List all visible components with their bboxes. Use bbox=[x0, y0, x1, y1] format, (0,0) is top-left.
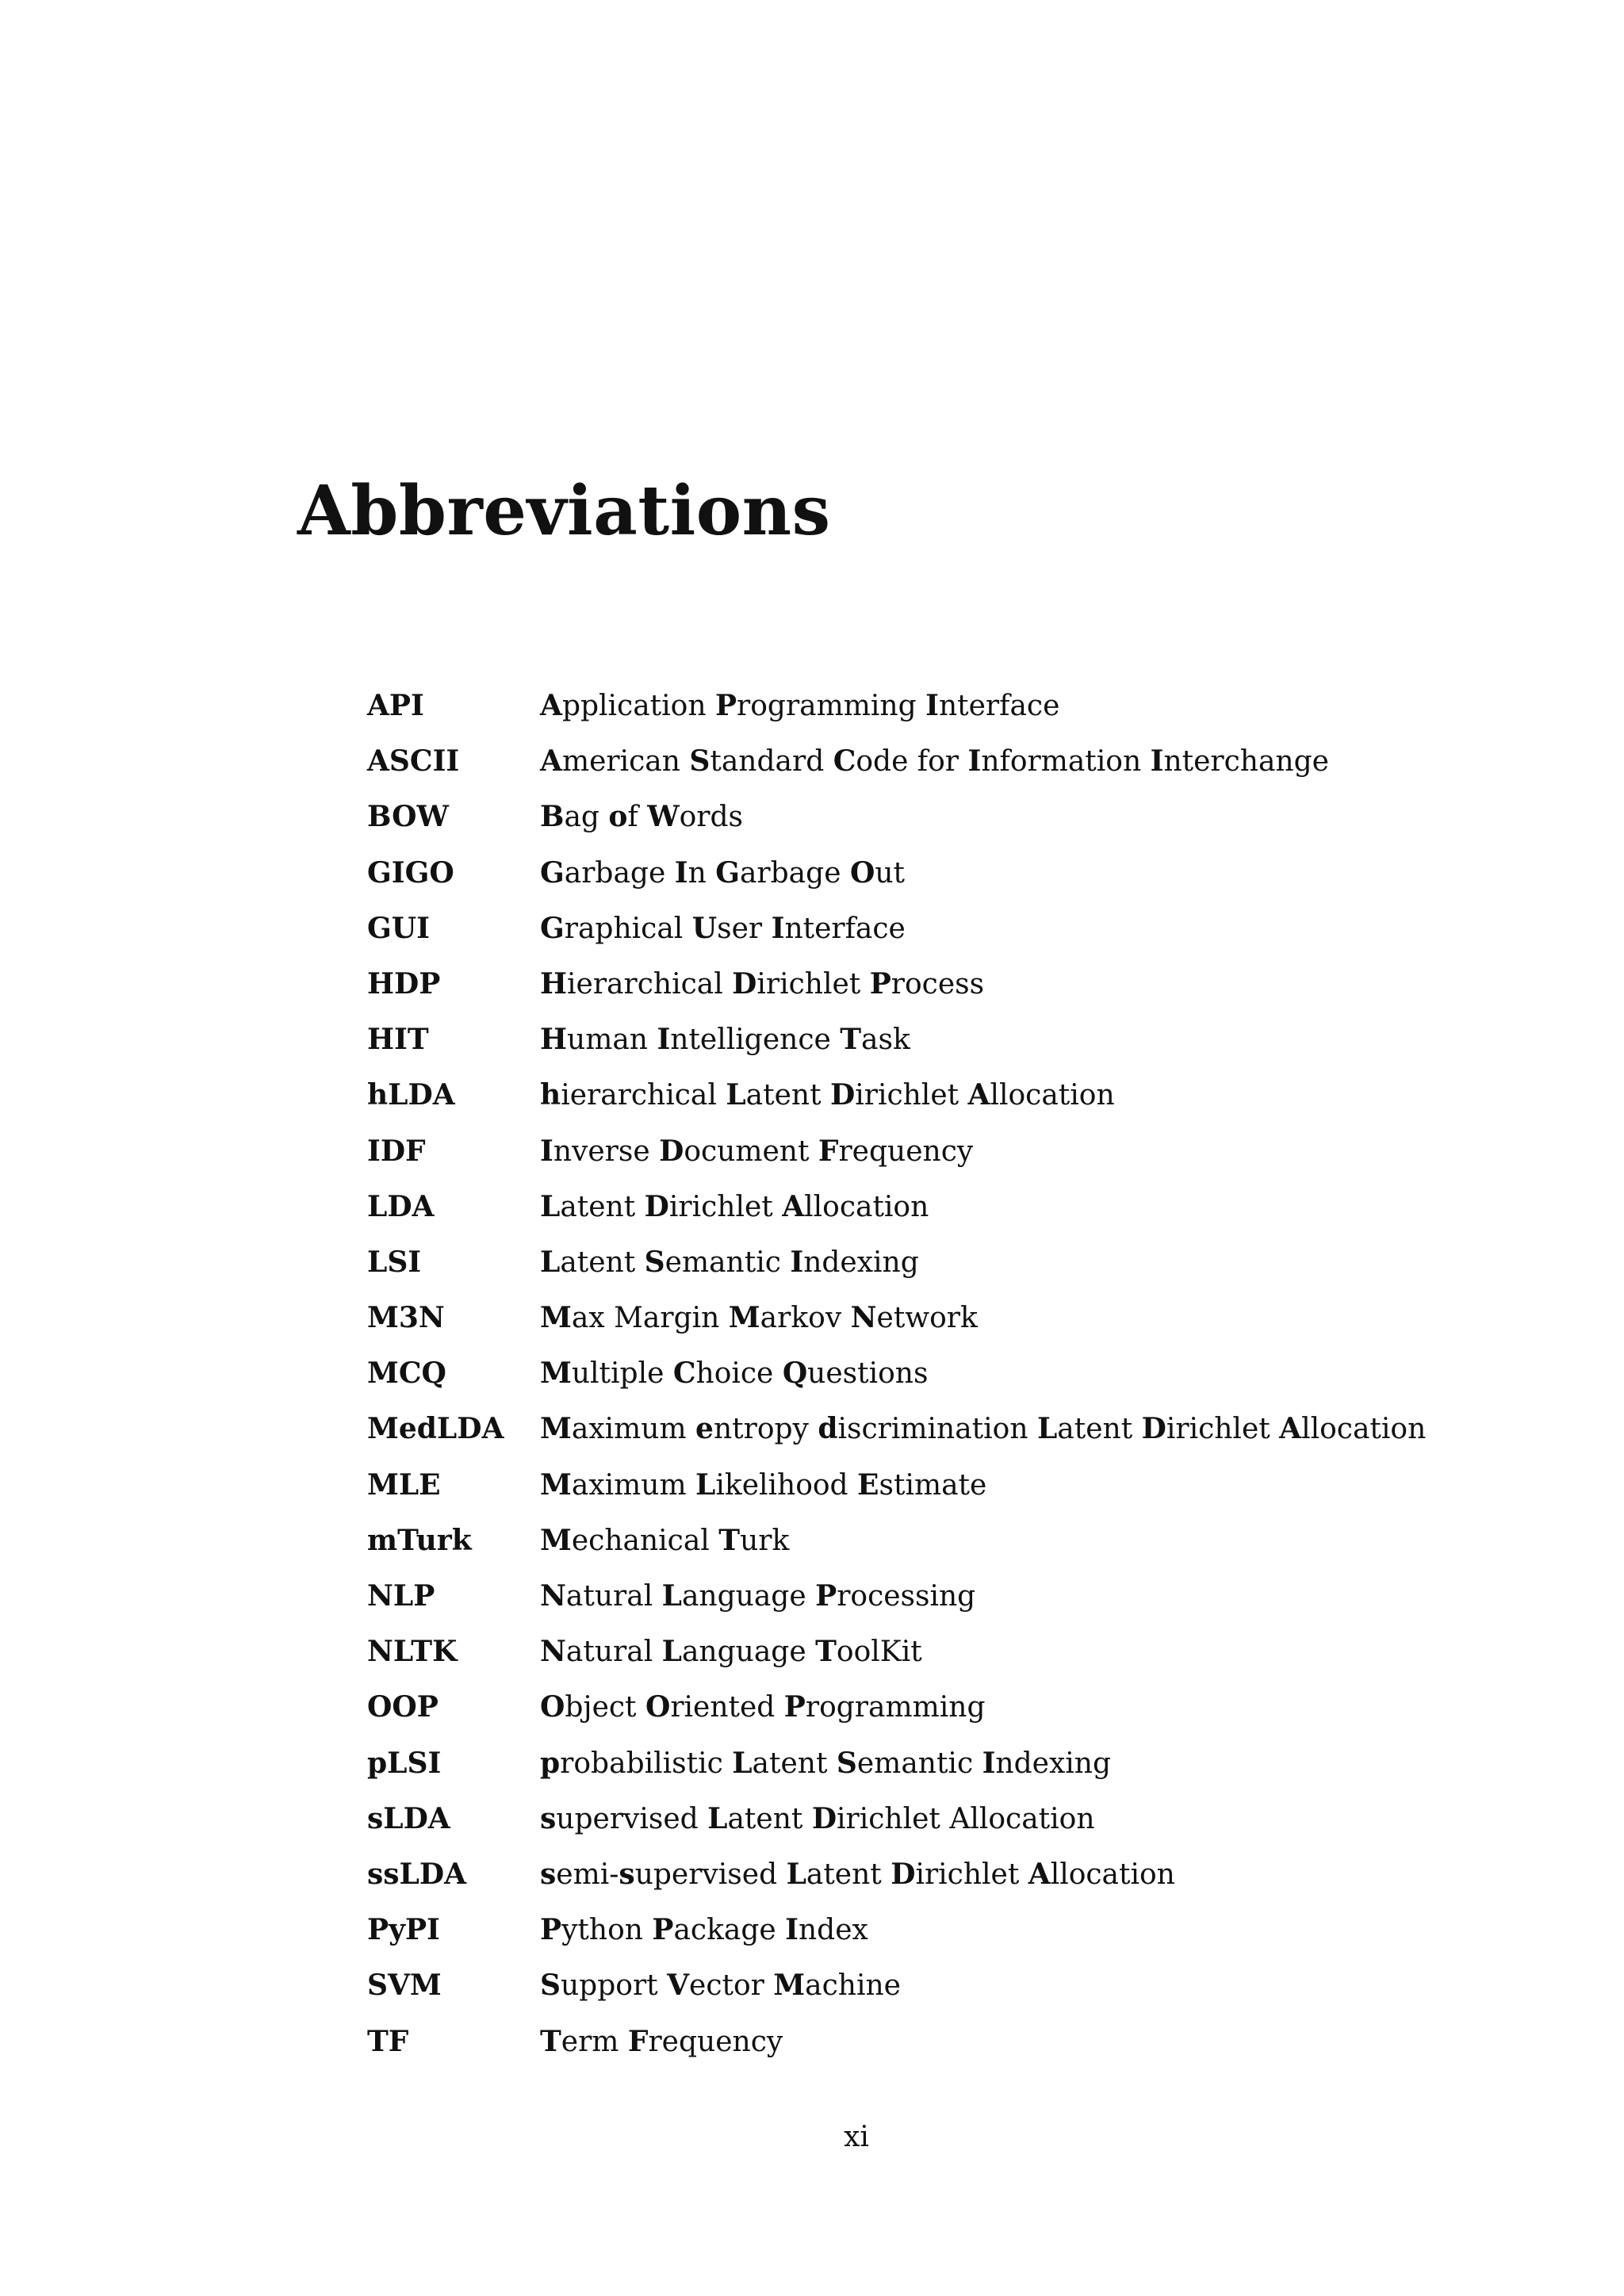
definition-initial-letter: V bbox=[667, 1969, 690, 2003]
abbreviation-definition bbox=[540, 739, 1329, 784]
definition-initial-letter: I bbox=[1150, 744, 1164, 779]
abbreviation-definition bbox=[540, 1073, 1115, 1118]
abbreviation-term: GIGO bbox=[367, 855, 454, 890]
definition-text: ser bbox=[717, 912, 772, 945]
definition-initial-letter: M bbox=[773, 1969, 806, 2003]
definition-text: arbage bbox=[739, 856, 850, 890]
abbreviations-list bbox=[367, 683, 1557, 2075]
abbreviation-definition bbox=[540, 1908, 868, 1953]
definition-text: ndex bbox=[799, 1914, 868, 1947]
definition-text: it bbox=[901, 1636, 922, 1669]
abbreviation-term: ASCII bbox=[367, 744, 460, 779]
page-number: xi bbox=[844, 2121, 869, 2153]
definition-text: llocation bbox=[1050, 1858, 1175, 1891]
definition-text: irichlet bbox=[756, 967, 870, 1001]
definition-initial-letter: O bbox=[645, 1690, 671, 1724]
abbreviation-definition bbox=[540, 1351, 928, 1396]
abbreviation-definition bbox=[540, 1406, 1426, 1452]
definition-initial-letter: h bbox=[540, 1078, 561, 1112]
definition-initial-letter: F bbox=[818, 1134, 839, 1168]
definition-initial-letter: I bbox=[771, 911, 785, 945]
definition-text: ask bbox=[861, 1024, 910, 1057]
definition-text: rocess bbox=[891, 967, 985, 1001]
definition-text: irichlet bbox=[668, 1190, 783, 1223]
definition-text: ag bbox=[564, 801, 609, 834]
definition-text: atent bbox=[1057, 1413, 1142, 1446]
definition-text: stimate bbox=[879, 1468, 987, 1502]
definition-text: irichlet bbox=[1166, 1413, 1280, 1446]
definition-text: ords bbox=[679, 801, 744, 834]
definition-initial-letter: s bbox=[540, 1801, 557, 1835]
definition-text: irichlet bbox=[855, 1079, 968, 1112]
abbreviation-term: MLE bbox=[367, 1468, 441, 1502]
abbreviation-term: pLSI bbox=[367, 1746, 442, 1780]
definition-text: riented bbox=[670, 1691, 784, 1724]
definition-text: K bbox=[879, 1636, 902, 1669]
abbreviation-row bbox=[367, 1184, 1557, 1240]
abbreviation-row bbox=[367, 1017, 1557, 1073]
definition-initial-letter: D bbox=[732, 966, 757, 1001]
abbreviation-definition bbox=[540, 683, 1059, 729]
definition-text: llocation bbox=[1301, 1413, 1427, 1446]
definition-text: emi- bbox=[556, 1858, 619, 1891]
abbreviation-term: LDA bbox=[367, 1189, 435, 1223]
definition-initial-letter: S bbox=[540, 1969, 561, 2003]
definition-text: urk bbox=[740, 1524, 790, 1557]
definition-text: ierarchical bbox=[567, 967, 733, 1001]
definition-initial-letter: W bbox=[647, 800, 680, 834]
definition-initial-letter: I bbox=[925, 689, 939, 722]
definition-initial-letter: L bbox=[732, 1746, 753, 1780]
definition-initial-letter: M bbox=[540, 1412, 572, 1446]
definition-initial-letter: D bbox=[891, 1857, 916, 1891]
abbreviation-definition bbox=[540, 1295, 978, 1341]
abbreviation-term: hLDA bbox=[367, 1078, 455, 1112]
definition-text: aximum bbox=[571, 1413, 696, 1446]
abbreviation-definition bbox=[540, 1629, 922, 1674]
abbreviation-row bbox=[367, 794, 1557, 850]
definition-initial-letter: M bbox=[540, 1301, 572, 1335]
definition-text: ode for bbox=[856, 745, 968, 779]
definition-initial-letter: A bbox=[782, 1189, 805, 1223]
definition-text: aximum bbox=[571, 1468, 696, 1502]
definition-initial-letter: B bbox=[540, 800, 565, 834]
definition-text: merican bbox=[561, 745, 690, 779]
definition-initial-letter: S bbox=[644, 1245, 665, 1279]
definition-text: hoice bbox=[695, 1357, 783, 1391]
abbreviation-term: M3N bbox=[367, 1301, 445, 1335]
abbreviation-term: HDP bbox=[367, 966, 441, 1001]
definition-text: ector bbox=[689, 1969, 774, 2003]
definition-initial-letter: Q bbox=[782, 1357, 808, 1391]
abbreviation-definition bbox=[540, 1518, 789, 1563]
abbreviation-definition bbox=[540, 2019, 783, 2064]
definition-text: atent bbox=[752, 1747, 837, 1780]
abbreviation-term: LSI bbox=[367, 1245, 422, 1279]
definition-initial-letter: D bbox=[659, 1134, 684, 1168]
definition-initial-letter: F bbox=[627, 2024, 649, 2058]
abbreviation-row bbox=[367, 1240, 1557, 1295]
abbreviation-term: MCQ bbox=[367, 1357, 446, 1391]
abbreviation-definition bbox=[540, 851, 905, 896]
abbreviation-term: sLDA bbox=[367, 1801, 450, 1835]
abbreviation-definition bbox=[540, 1240, 919, 1285]
abbreviation-definition bbox=[540, 962, 984, 1007]
abbreviation-row bbox=[367, 2019, 1557, 2075]
definition-text: ultiple bbox=[571, 1357, 673, 1391]
definition-text: n bbox=[688, 856, 716, 890]
abbreviation-row bbox=[367, 1463, 1557, 1518]
definition-text: echanical bbox=[571, 1524, 719, 1557]
abbreviation-definition bbox=[540, 1574, 975, 1619]
definition-initial-letter: A bbox=[540, 689, 562, 722]
definition-text: nformation bbox=[981, 745, 1151, 779]
abbreviation-definition bbox=[540, 794, 743, 840]
definition-text: ierarchical bbox=[561, 1079, 726, 1112]
abbreviation-row bbox=[367, 739, 1557, 794]
definition-text: atural bbox=[565, 1580, 662, 1613]
abbreviation-definition bbox=[540, 1852, 1175, 1897]
definition-initial-letter: O bbox=[540, 1690, 565, 1724]
definition-text: uman bbox=[567, 1024, 657, 1057]
abbreviation-term: MedLDA bbox=[367, 1412, 504, 1446]
definition-initial-letter: I bbox=[674, 855, 688, 890]
definition-text: atent bbox=[560, 1246, 645, 1279]
definition-initial-letter: G bbox=[540, 911, 565, 945]
abbreviation-term: GUI bbox=[367, 911, 430, 945]
abbreviation-row bbox=[367, 1073, 1557, 1128]
abbreviation-row bbox=[367, 1741, 1557, 1797]
abbreviation-term: OOP bbox=[367, 1690, 439, 1724]
definition-initial-letter: L bbox=[540, 1189, 561, 1223]
abbreviation-row bbox=[367, 1852, 1557, 1908]
definition-initial-letter: P bbox=[815, 1579, 837, 1613]
definition-text: erm bbox=[561, 2025, 628, 2058]
abbreviation-definition bbox=[540, 1184, 929, 1230]
abbreviation-term: NLTK bbox=[367, 1635, 458, 1669]
definition-initial-letter: s bbox=[619, 1857, 635, 1891]
definition-initial-letter: C bbox=[672, 1357, 696, 1391]
definition-initial-letter: T bbox=[840, 1023, 862, 1057]
abbreviation-row bbox=[367, 906, 1557, 962]
definition-initial-letter: A bbox=[1279, 1412, 1302, 1446]
definition-initial-letter: T bbox=[815, 1635, 837, 1669]
definition-initial-letter: I bbox=[790, 1245, 804, 1279]
definition-initial-letter: D bbox=[830, 1078, 856, 1112]
abbreviation-definition bbox=[540, 1463, 986, 1508]
abbreviation-definition bbox=[540, 1129, 973, 1174]
definition-text: emantic bbox=[856, 1747, 982, 1780]
definition-text: upport bbox=[561, 1969, 668, 2003]
definition-initial-letter: S bbox=[836, 1746, 857, 1780]
definition-text: raphical bbox=[564, 912, 692, 945]
definition-text: upervised bbox=[556, 1802, 708, 1835]
abbreviation-term: TF bbox=[367, 2024, 409, 2058]
definition-initial-letter: D bbox=[1141, 1412, 1166, 1446]
definition-text: uestions bbox=[807, 1357, 929, 1391]
definition-initial-letter: L bbox=[661, 1579, 682, 1613]
abbreviation-row bbox=[367, 1406, 1557, 1462]
definition-text: atural bbox=[565, 1636, 662, 1669]
definition-text: llocation bbox=[804, 1190, 929, 1223]
definition-initial-letter: G bbox=[715, 855, 740, 890]
abbreviation-term: SVM bbox=[367, 1969, 442, 2003]
abbreviation-term: PyPI bbox=[367, 1913, 440, 1947]
definition-initial-letter: I bbox=[540, 1134, 553, 1168]
abbreviation-row bbox=[367, 851, 1557, 906]
definition-initial-letter: M bbox=[540, 1468, 572, 1502]
definition-text: rocessing bbox=[837, 1580, 976, 1613]
definition-initial-letter: L bbox=[707, 1801, 728, 1835]
definition-text: achine bbox=[805, 1969, 901, 2003]
definition-text: nterface bbox=[784, 912, 906, 945]
definition-initial-letter: A bbox=[1028, 1857, 1051, 1891]
definition-initial-letter: N bbox=[540, 1579, 566, 1613]
definition-text: nterface bbox=[938, 690, 1060, 722]
definition-initial-letter: S bbox=[689, 744, 710, 779]
abbreviation-term: HIT bbox=[367, 1023, 429, 1057]
definition-initial-letter: I bbox=[967, 744, 982, 779]
definition-text: ndexing bbox=[995, 1747, 1111, 1780]
definition-text: ut bbox=[875, 856, 905, 890]
definition-initial-letter: P bbox=[652, 1913, 674, 1947]
definition-text: bject bbox=[565, 1691, 645, 1724]
definition-text: f bbox=[627, 801, 648, 834]
definition-text: ax Margin bbox=[571, 1302, 729, 1335]
definition-text: llocation bbox=[990, 1079, 1115, 1112]
definition-text: atent bbox=[806, 1858, 891, 1891]
definition-text: anguage bbox=[681, 1580, 816, 1613]
definition-text: anguage bbox=[681, 1636, 816, 1669]
abbreviation-definition bbox=[540, 1741, 1111, 1786]
definition-initial-letter: D bbox=[644, 1189, 669, 1223]
definition-initial-letter: I bbox=[657, 1023, 671, 1057]
definition-text: atent bbox=[727, 1802, 812, 1835]
abbreviation-term: IDF bbox=[367, 1134, 426, 1168]
definition-text: rogramming bbox=[805, 1691, 986, 1724]
abbreviation-row bbox=[367, 1574, 1557, 1629]
definition-initial-letter: o bbox=[608, 800, 628, 834]
abbreviation-row bbox=[367, 1685, 1557, 1740]
definition-text: arkov bbox=[760, 1302, 851, 1335]
definition-initial-letter: E bbox=[857, 1468, 879, 1502]
definition-initial-letter: I bbox=[785, 1913, 799, 1947]
definition-initial-letter: M bbox=[728, 1301, 760, 1335]
definition-text: iscrimination bbox=[837, 1413, 1037, 1446]
abbreviation-row bbox=[367, 1797, 1557, 1852]
definition-initial-letter: I bbox=[982, 1746, 996, 1780]
abbreviation-definition bbox=[540, 906, 906, 951]
abbreviation-row bbox=[367, 1908, 1557, 1963]
abbreviation-definition bbox=[540, 1017, 910, 1062]
definition-text: ntelligence bbox=[670, 1024, 841, 1057]
abbreviation-row bbox=[367, 1518, 1557, 1574]
definition-initial-letter: P bbox=[714, 689, 737, 722]
definition-text: requency bbox=[648, 2025, 783, 2058]
definition-text: arbage bbox=[564, 856, 675, 890]
definition-text: nterchange bbox=[1163, 745, 1329, 779]
page-title: Abbreviations bbox=[297, 471, 831, 551]
definition-initial-letter: O bbox=[849, 855, 875, 890]
definition-initial-letter: d bbox=[818, 1412, 838, 1446]
definition-initial-letter: H bbox=[540, 1023, 568, 1057]
abbreviation-row bbox=[367, 962, 1557, 1017]
definition-initial-letter: e bbox=[695, 1412, 714, 1446]
abbreviation-row bbox=[367, 1351, 1557, 1406]
definition-text: atent bbox=[560, 1190, 645, 1223]
definition-initial-letter: U bbox=[691, 911, 718, 945]
abbreviation-row bbox=[367, 1629, 1557, 1685]
definition-initial-letter: A bbox=[967, 1078, 990, 1112]
abbreviation-definition bbox=[540, 1963, 901, 2008]
definition-initial-letter: M bbox=[540, 1523, 572, 1557]
abbreviation-definition bbox=[540, 1797, 1095, 1842]
definition-initial-letter: L bbox=[540, 1245, 561, 1279]
definition-text: robabilistic bbox=[560, 1747, 733, 1780]
definition-initial-letter: T bbox=[718, 1523, 741, 1557]
definition-initial-letter: N bbox=[540, 1635, 566, 1669]
definition-initial-letter: P bbox=[783, 1690, 806, 1724]
definition-initial-letter: A bbox=[540, 744, 562, 779]
definition-initial-letter: D bbox=[811, 1801, 837, 1835]
definition-initial-letter: p bbox=[540, 1746, 561, 1780]
definition-initial-letter: T bbox=[540, 2024, 561, 2058]
definition-initial-letter: L bbox=[786, 1857, 806, 1891]
definition-text: ndexing bbox=[803, 1246, 919, 1279]
abbreviation-term: BOW bbox=[367, 800, 449, 834]
definition-text: ool bbox=[836, 1636, 880, 1669]
definition-initial-letter: N bbox=[850, 1301, 877, 1335]
abbreviation-row bbox=[367, 1963, 1557, 2019]
definition-text: nverse bbox=[553, 1135, 660, 1168]
definition-initial-letter: s bbox=[540, 1857, 557, 1891]
definition-text: etwork bbox=[876, 1302, 978, 1335]
definition-initial-letter: H bbox=[540, 966, 568, 1001]
definition-text: atent bbox=[745, 1079, 830, 1112]
definition-text: irichlet bbox=[915, 1858, 1028, 1891]
definition-text: tandard bbox=[710, 745, 833, 779]
abbreviation-definition bbox=[540, 1685, 986, 1730]
definition-initial-letter: L bbox=[1036, 1412, 1058, 1446]
abbreviation-row bbox=[367, 1295, 1557, 1351]
definition-initial-letter: G bbox=[540, 855, 565, 890]
definition-text: pplication bbox=[561, 690, 715, 722]
definition-text: upervised bbox=[634, 1858, 787, 1891]
definition-initial-letter: M bbox=[540, 1357, 572, 1391]
abbreviation-row bbox=[367, 683, 1557, 739]
abbreviation-row bbox=[367, 1129, 1557, 1184]
abbreviation-term: API bbox=[367, 689, 424, 722]
definition-text: irichlet Allocation bbox=[837, 1802, 1095, 1835]
definition-text: ocument bbox=[684, 1135, 818, 1168]
definition-initial-letter: P bbox=[869, 966, 891, 1001]
definition-text: ntropy bbox=[713, 1413, 818, 1446]
definition-text: ikelihood bbox=[715, 1468, 858, 1502]
definition-initial-letter: C bbox=[833, 744, 856, 779]
definition-text: rogramming bbox=[737, 690, 926, 722]
definition-initial-letter: L bbox=[695, 1468, 716, 1502]
definition-text: ython bbox=[561, 1914, 653, 1947]
definition-text: ackage bbox=[673, 1914, 786, 1947]
definition-text: emantic bbox=[665, 1246, 791, 1279]
definition-initial-letter: L bbox=[726, 1078, 746, 1112]
definition-text: requency bbox=[838, 1135, 974, 1168]
definition-initial-letter: P bbox=[540, 1913, 562, 1947]
definition-initial-letter: L bbox=[661, 1635, 682, 1669]
abbreviation-term: NLP bbox=[367, 1579, 435, 1613]
abbreviation-term: mTurk bbox=[367, 1523, 472, 1557]
abbreviation-term: ssLDA bbox=[367, 1857, 466, 1891]
